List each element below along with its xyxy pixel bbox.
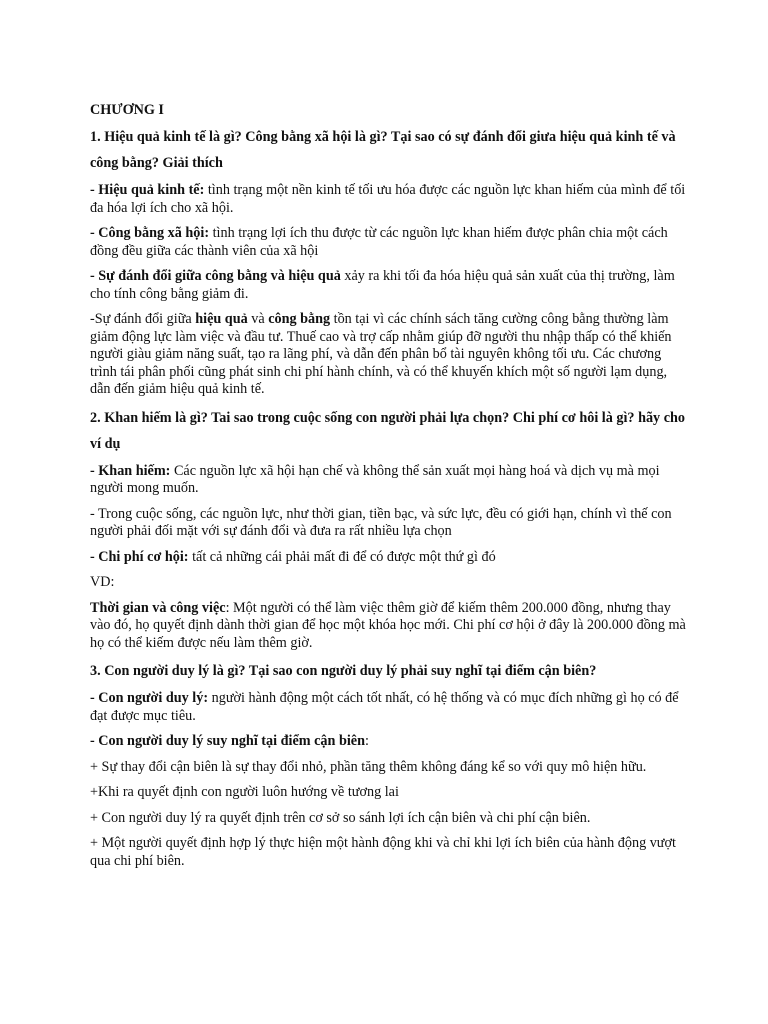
term-label: - Khan hiếm: — [90, 462, 171, 479]
term-label: - Sự đánh đổi giữa công bằng và hiệu quả — [90, 268, 341, 284]
term-label: - Con người duy lý suy nghĩ tại điểm cận biên — [90, 733, 365, 749]
q3-bullet-1: + Sự thay đổi cận biên là sự thay đổi nhỏ, phần tăng thêm không đáng kể so với quy mô hiện hữu. — [90, 758, 647, 775]
q2-paragraph-opportunity-cost: - Chi phí cơ hội: tất cả những cái phải mất đi để có được một thứ gì đó — [90, 548, 496, 565]
question-2-title: 2. Khan hiếm là gì? Tai sao trong cuộc sống con người phải lựa chọn? Chi phí cơ hôi là gì? hãy cho ví dụ — [90, 409, 685, 452]
term-label: Thời gian và công việc — [90, 599, 226, 616]
q3-bullet-4: + Một người quyết định hợp lý thực hiện một hành động khi và chỉ khi lợi ích biên của hành động vượt qua chi phí biên. — [90, 835, 676, 869]
term-label: - Công bằng xã hội: — [90, 225, 210, 241]
chapter-heading: CHƯƠNG I — [90, 102, 164, 118]
q2-paragraph-choice: - Trong cuộc sống, các nguồn lực, như thời gian, tiền bạc, và sức lực, đều có giới hạn, chính vì thế con người phải đối mặt với sự đánh đổi và đưa ra rất nhiều lựa chọn — [90, 505, 672, 539]
q3-paragraph-marginal: - Con người duy lý suy nghĩ tại điểm cận biên: — [90, 733, 369, 749]
q1-paragraph-tradeoff: - Sự đánh đổi giữa công bằng và hiệu quả xảy ra khi tối đa hóa hiệu quả sản xuất của thị trường, làm cho tính công bằng giảm đi. — [90, 268, 675, 302]
q2-paragraph-scarcity: - Khan hiếm: Các nguồn lực xã hội hạn chế và không thể sản xuất mọi hàng hoá và dịch vụ mà mọi người mong muốn. — [90, 462, 660, 496]
q1-paragraph-efficiency: - Hiệu quả kinh tế: tình trạng một nền kinh tế tối ưu hóa được các nguồn lực khan hiếm của mình để tối đa hóa lợi ích cho xã hội. — [90, 182, 686, 216]
q2-paragraph-example: Thời gian và công việc: Một người có thể làm việc thêm giờ để kiếm thêm 200.000 đồng, nhưng thay vào đó, họ quyết định dành thời gian để học một khóa học mới. Chi phí cơ hội ở đây là 200.000 đồng mà họ có thể kiếm được nếu làm thêm giờ. — [90, 599, 686, 651]
q3-bullet-3: + Con người duy lý ra quyết định trên cơ sở so sánh lợi ích cận biên và chi phí cận biên. — [90, 809, 591, 826]
term-label: - Con người duy lý: — [90, 690, 209, 706]
document-page — [90, 100, 690, 870]
q1-paragraph-equity: - Công bằng xã hội: tình trạng lợi ích thu được từ các nguồn lực khan hiếm được phân chia một cách đồng đều giữa các thành viên của xã hội — [90, 225, 668, 259]
q1-paragraph-explanation: -Sự đánh đổi giữa hiệu quả và công bằng tồn tại vì các chính sách tăng cường công bằng thường làm giảm động lực làm việc và đầu tư. Thuế cao và trợ cấp nhằm giúp đỡ người thu nhập thấp có thể khiến người giàu giảm năng suất, tạo ra lãng phí, và dẫn đến phân bổ tài nguyên không tối ưu. Các chương trình tái phân phối cũng phát sinh chi phí hành chính, và có thể khuyến khích một số người lạm dụng, dẫn đến giảm hiệu quả kinh tế. — [90, 311, 672, 397]
q3-bullet-2: +Khi ra quyết định con người luôn hướng về tương lai — [90, 784, 399, 800]
question-1-title: 1. Hiệu quả kinh tế là gì? Công bằng xã hội là gì? Tại sao có sự đánh đổi giưa hiệu quả kinh tế và công bằng? Giải thích — [90, 129, 676, 171]
term-label: - Hiệu quả kinh tế: — [90, 182, 205, 198]
q3-paragraph-rational: - Con người duy lý: người hành động một cách tốt nhất, có hệ thống và có mục đích những gì họ có để đạt được mục tiêu. — [90, 690, 679, 724]
question-3-title: 3. Con người duy lý là gì? Tại sao con người duy lý phải suy nghĩ tại điểm cận biên? — [90, 663, 597, 679]
term-label: - Chi phí cơ hội: — [90, 548, 189, 565]
q2-example-label: VD: — [90, 574, 115, 590]
